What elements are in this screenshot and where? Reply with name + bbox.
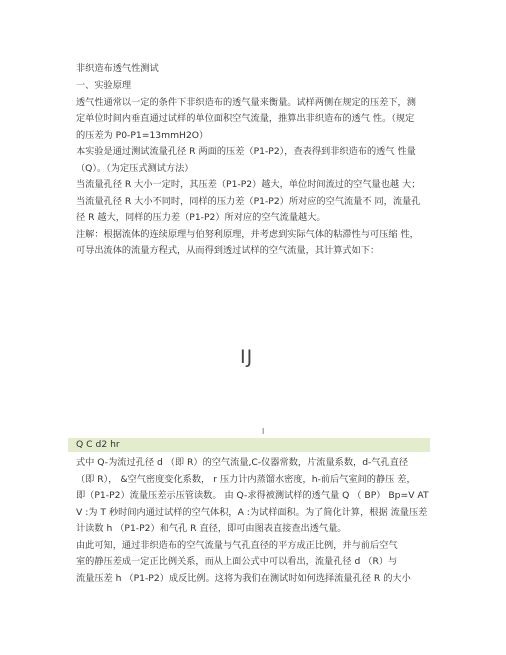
- text-line: 一、实验原理: [76, 80, 132, 91]
- body-section: [76, 455, 432, 587]
- text-line: 当流量孔径 R 大小不同时，同样的压力差（P1-P2）所对应的空气流量不 同，流量孔: [76, 195, 421, 207]
- intro-section: [76, 78, 432, 260]
- text-line: 径 R 越大，同样的压力差（P1-P2）所对应的空气流量越大。: [76, 212, 326, 223]
- text-line: （即 R）， &空气密度变化系数， r 压力计内蒸馏水密度，h-前后气室间的静压 差，: [76, 473, 416, 485]
- formula-image: IJ: [240, 346, 254, 368]
- text-line: 注解：根据流体的连续原理与伯努利原理，并考虑到实际气体的粘滞性与可压缩 性，: [76, 228, 419, 240]
- text-line: V :为 T 秒时间内通过试样的空气体积，A :为试样面积。为了简化计算，根据 流量压差: [76, 506, 428, 518]
- text-line: 当流量孔径 R 大小一定时，其压差（P1-P2）越大，单位时间流过的空气量也越 大；: [76, 179, 421, 190]
- text-line: 可导出流体的流量方程式，从而得到透过试样的空气流量，其计算式如下：: [76, 245, 380, 256]
- text-line: 式中 Q-为流过孔径 d （即 R）的空气流量,C-仪器常数，片流量系数，d-气孔直径: [76, 457, 409, 468]
- text-line: 本实验是通过测试流量孔径 R 两面的压差（P1-P2），查表得到非织造布的透气 性量: [76, 146, 416, 157]
- text-line: （Q）。（为定压式测试方法）: [76, 162, 194, 174]
- text-line: 即（P1-P2）流量压差示压管读数。 由 Q-求得被测试样的透气量 Q （ BP） Bp=V AT: [76, 490, 429, 501]
- text-line: 由此可知，通过非织造布的空气流量与气孔直径的平方成正比例，并与前后空气: [76, 539, 398, 551]
- text-line: 的压差为 P0-P1=13mmH2O）: [76, 129, 209, 141]
- text-line: 室的静压差成一定正比例关系，而从上面公式中可以看出，流量孔径 d （R）与: [76, 556, 398, 567]
- formula-mark: l: [262, 427, 265, 436]
- formula-highlight-bar: Q C d2 hr: [68, 438, 430, 452]
- text-line: 定单位时间内垂直通过试样的单位面积空气流量，推算出非织造布的透气 性。（规定: [76, 113, 415, 124]
- text-line: 流量压差 h （P1-P2）成反比例。这将为我们在测试时如何选择流量孔径 R 的大小: [76, 572, 411, 584]
- text-line: 计读数 h （P1-P2）和气孔 R 直径，即可由图表直接查出透气量。: [76, 523, 347, 534]
- doc-title: 非织造布透气性测试: [76, 63, 159, 74]
- text-line: 透气性通常以一定的条件下非织造布的透气量来衡量。试样两侧在规定的压差下，测: [76, 96, 416, 108]
